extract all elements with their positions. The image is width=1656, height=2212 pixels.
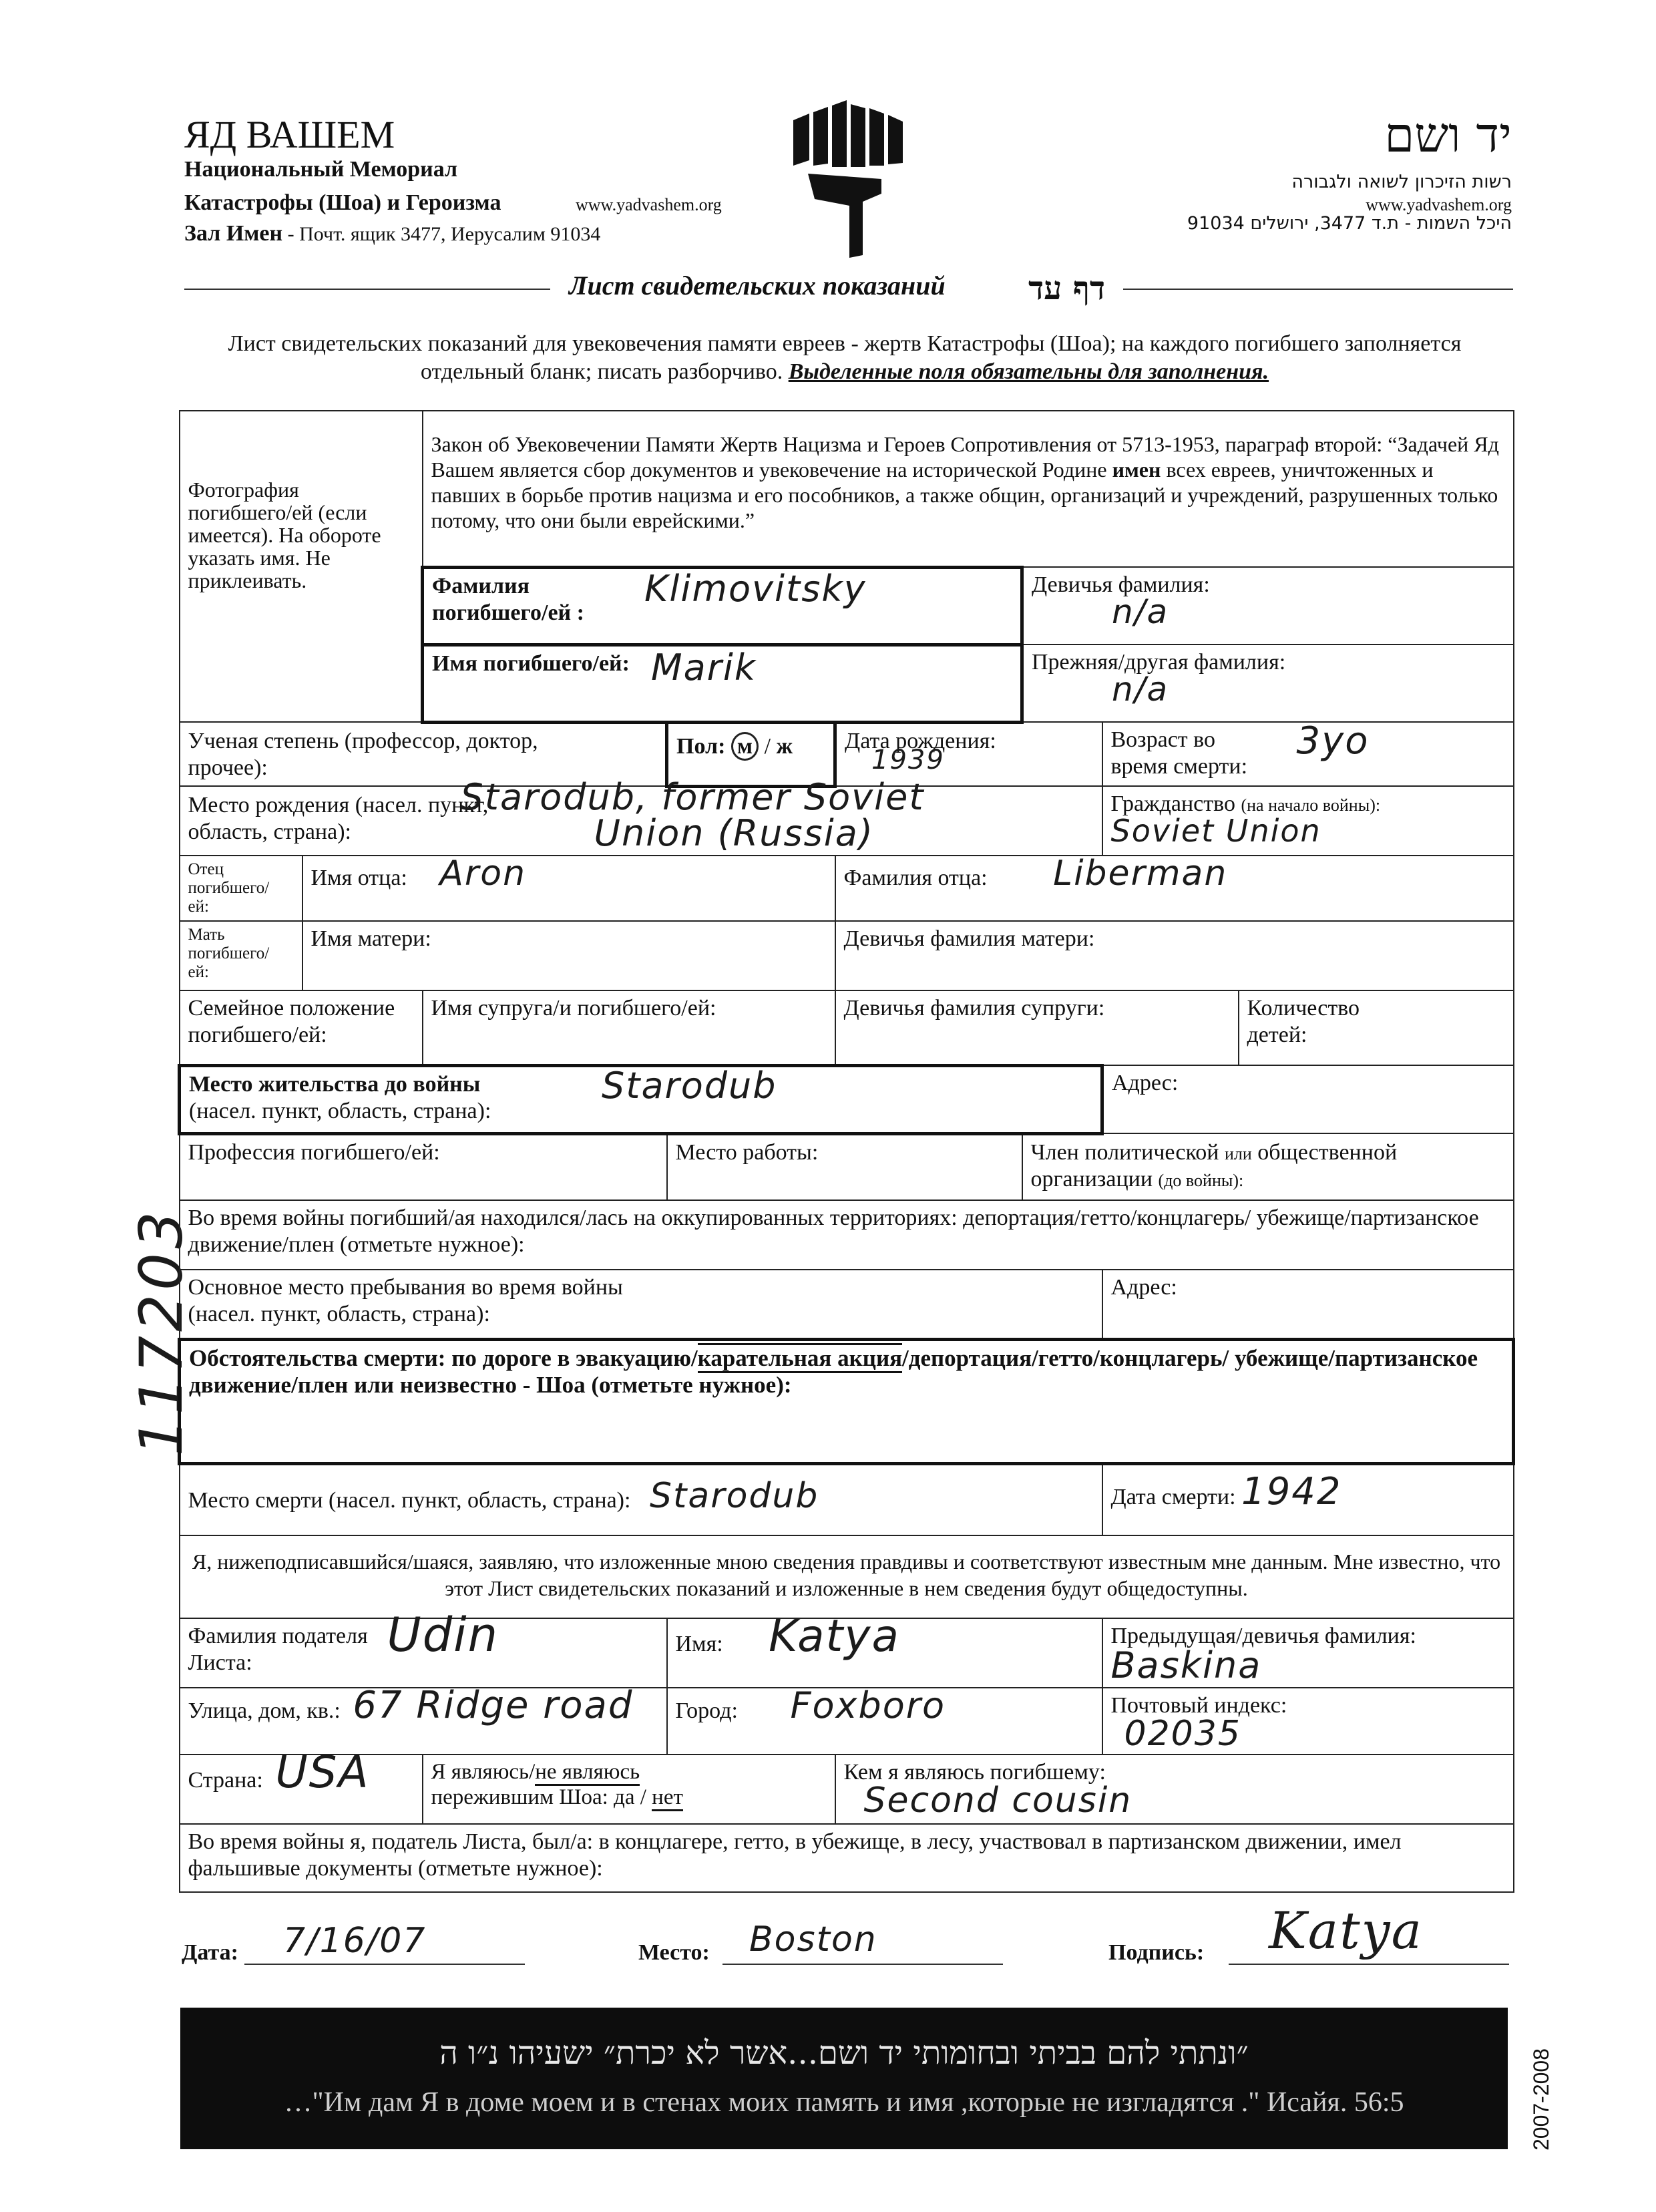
place-label: Место: (638, 1940, 710, 1965)
signature-line (1229, 1964, 1509, 1965)
birthplace-label: Место рождения (насел. пункт, область, страна): (188, 792, 489, 844)
gender-separator: / (764, 733, 771, 759)
place-value[interactable]: Boston (749, 1919, 877, 1960)
title-rule-left (184, 289, 550, 290)
submitter-name-value[interactable]: Katya (769, 1610, 900, 1662)
submitter-surname-value[interactable]: Udin (387, 1608, 499, 1662)
dob-value[interactable]: 1939 (871, 744, 945, 775)
firstname-label: Имя погибшего/ей: (432, 651, 630, 676)
gender-m[interactable]: м (731, 732, 759, 761)
death-place-label: Место смерти (насел. пункт, область, страна): (188, 1487, 631, 1513)
birthplace-value-1[interactable]: Starodub, former Soviet (460, 775, 925, 818)
ru-line3 (184, 220, 600, 248)
photo-note: Фотография погибшего/ей (если имеется). На обороте указать имя. Не приклеивать. (188, 478, 381, 592)
mother-name-label: Имя матери: (310, 926, 431, 951)
place-line (722, 1964, 1003, 1965)
father-tag: Отец погибшего/ ей: (188, 860, 270, 916)
he-title: יד ושם (1384, 107, 1512, 163)
address2-label: Адрес: (1110, 1275, 1177, 1300)
spouse-label: Имя супруга/и погибшего/ей: (431, 996, 716, 1021)
death-date-value[interactable]: 1942 (1241, 1469, 1342, 1513)
form-title: Лист свидетельских показаний (569, 270, 946, 301)
ru-title: ЯД ВАШЕМ (184, 113, 395, 156)
member-label-2: общественной организации (1030, 1139, 1398, 1191)
father-surname-label: Фамилия отца: (843, 866, 988, 890)
ru-line3-rest: - Почт. ящик 3477, Иерусалим 91034 (282, 223, 601, 245)
citizenship-value[interactable]: Soviet Union (1110, 813, 1321, 849)
member-or: или (1224, 1143, 1252, 1163)
testimony-form (178, 410, 1515, 1893)
he-line3: היכל השמות - ת.ד 3477, ירושלים 91034 (1187, 213, 1512, 234)
declaration: Я, нижеподписавшийся/шаяся, заявляю, что изложенные мною сведения правдивы и соответствуют известным мне данным. Мне известно, что этот Лист свидетельских показаний и изложенные в нем сведения будут общедоступны. (192, 1549, 1501, 1600)
work-label: Место работы: (675, 1139, 819, 1165)
death-place-value[interactable]: Starodub (649, 1475, 819, 1516)
member-note: (до войны): (1158, 1170, 1244, 1190)
intro-text (200, 330, 1489, 386)
address-label: Адрес: (1112, 1071, 1179, 1095)
gender-f[interactable]: ж (776, 733, 793, 759)
survivor-a: Я являюсь/ (431, 1760, 536, 1784)
age-label: Возраст во время смерти: (1110, 727, 1248, 779)
mother-tag: Мать погибшего/ ей: (188, 926, 270, 981)
main-place-label: Основное место пребывания во время войны (насел. пункт, область, страна): (188, 1275, 623, 1326)
banner-russian: …"Им дам Я в доме моем и в стенах моих память и имя ,которые не изгладятся ." Исайя. 56:5 (284, 2087, 1404, 2118)
prev-surname-label: Прежняя/другая фамилия: (1032, 650, 1286, 675)
citizenship-label: Гражданство (1110, 791, 1235, 816)
yad-vashem-logo (788, 100, 908, 260)
war-text: Во время войны погибший/ая находился/лась на оккупированных территориях: депортация/гетто/концлагерь/ убежище/партизанское движение/плен (отметьте нужное): (188, 1206, 1479, 1257)
children-label: Количество детей: (1247, 996, 1360, 1047)
website-right: www.yadvashem.org (1366, 195, 1512, 214)
residence-value[interactable]: Starodub (602, 1064, 777, 1107)
degree-label: Ученая степень (профессор, доктор, прочее): (188, 728, 538, 780)
zip-value[interactable]: 02035 (1124, 1714, 1241, 1754)
date-line (244, 1964, 525, 1965)
citizenship-note: (на начало войны): (1241, 795, 1381, 815)
year-range: 2007-2008 (1529, 2048, 1553, 2151)
quote-banner (180, 2008, 1508, 2149)
law-text-b: всех евреев, уничтоженных и павших в борьбе против нацизма и его пособников, а также общин, организаций и учреждений, разрушенных только потому, что они были еврейскими.” (431, 457, 1498, 532)
date-value[interactable]: 7/16/07 (283, 1921, 427, 1961)
marital-label: Семейное положение погибшего/ей: (188, 996, 395, 1047)
intro-normal: Лист свидетельских показаний для увековечения памяти евреев - жертв Катастрофы (Шоа); на каждого погибшего заполняется отдельный бланк; писать разборчиво. (228, 331, 1462, 384)
margin-number: 117203 (127, 1208, 196, 1456)
intro-bold: Выделенные поля обязательны для заполнения. (788, 359, 1269, 384)
death-circ-label: Обстоятельства смерти: (189, 1344, 446, 1371)
banner-hebrew: ״ונתתי להם בביתי ובחומותי יד ושם...אשר לא יכרת״ ישעיהו נ״ו ה (439, 2034, 1249, 2072)
submitter-prev-label: Предыдущая/девичья фамилия: (1110, 1624, 1416, 1648)
street-label: Улица, дом, кв.: (188, 1698, 341, 1723)
signature-label: Подпись: (1108, 1940, 1205, 1965)
website-left: www.yadvashem.org (576, 195, 722, 214)
prev-surname-value[interactable]: n/a (1112, 670, 1169, 709)
father-surname-value[interactable]: Liberman (1053, 854, 1228, 894)
relation-value[interactable]: Second cousin (863, 1781, 1132, 1821)
survivor-b[interactable]: не являюсь (535, 1760, 640, 1786)
ru-line2: Катастрофы (Шоа) и Героизма (184, 190, 501, 215)
ru-line3-bold: Зал Имен (184, 221, 283, 246)
gender-label: Пол: (676, 733, 726, 759)
death-circ-marked[interactable]: карательная акция (698, 1343, 902, 1373)
death-date-label: Дата смерти: (1110, 1484, 1236, 1509)
submitter-prev-value[interactable]: Baskina (1110, 1644, 1262, 1686)
mother-maiden-label: Девичья фамилия матери: (843, 926, 1095, 951)
ru-line1: Национальный Мемориал (184, 157, 458, 182)
street-value[interactable]: 67 Ridge road (353, 1684, 634, 1727)
he-line1: רשות הזיכרון לשואה ולגבורה (1291, 172, 1512, 192)
death-circ-b: /депортация/гетто/концлагерь/ убежище/партизанское движение/плен или неизвестно - Шоа (отметьте нужное): (189, 1344, 1478, 1398)
spouse-maiden-label: Девичья фамилия супруги: (843, 996, 1105, 1021)
country-label: Страна: (188, 1768, 263, 1793)
birthplace-value-2[interactable]: Union (Russia) (594, 811, 874, 854)
surname-label: Фамилия погибшего/ей : (432, 573, 584, 625)
death-circ-a: по дороге в эвакуацию/ (445, 1344, 698, 1371)
survivor-d[interactable]: нет (652, 1785, 683, 1811)
firstname-value[interactable]: Marik (651, 646, 757, 689)
law-text-a: Закон об Увековечении Памяти Жертв Нацизма и Героев Сопротивления от 5713-1953, параграф второй: “Задачей Яд Вашем является сбор документов и увековечение на исторической Родине (431, 432, 1499, 482)
signature-value[interactable]: Katya (1269, 1901, 1423, 1960)
date-label: Дата: (182, 1940, 238, 1965)
residence-label: Место жительства до войны (189, 1071, 481, 1097)
surname-value[interactable]: Klimovitsky (644, 567, 867, 610)
dob-label: Дата рождения: (845, 728, 996, 753)
law-text-bold: имен (1112, 457, 1161, 482)
title-rule-right (1123, 289, 1513, 290)
form-title-he: דף עד (1028, 270, 1105, 307)
city-label: Город: (675, 1698, 738, 1723)
age-value[interactable]: 3yo (1296, 719, 1370, 763)
survivor-c: пережившим Шоа: да / (431, 1785, 652, 1809)
city-value[interactable]: Foxboro (790, 1684, 946, 1726)
profession-label: Профессия погибшего/ей: (188, 1139, 440, 1165)
residence-sub: (насел. пункт, область, страна): (189, 1098, 491, 1123)
member-label: Член политической (1030, 1139, 1219, 1165)
submitter-war-text: Во время войны я, податель Листа, был/а: в концлагере, гетто, в убежище, в лесу, участвовал в партизанском движении, имел фальшивые документы (отметьте нужное): (188, 1829, 1402, 1881)
submitter-surname-label: Фамилия подателя Листа: (188, 1624, 368, 1675)
father-name-value[interactable]: Aron (439, 854, 527, 894)
maiden-value[interactable]: n/a (1112, 592, 1169, 631)
father-name-label: Имя отца: (310, 866, 407, 890)
zip-label: Почтовый индекс: (1110, 1693, 1287, 1718)
country-value[interactable]: USA (275, 1746, 370, 1798)
submitter-name-label: Имя: (675, 1632, 723, 1656)
relation-label: Кем я являюсь погибшему: (843, 1760, 1106, 1785)
maiden-label: Девичья фамилия: (1032, 572, 1210, 597)
